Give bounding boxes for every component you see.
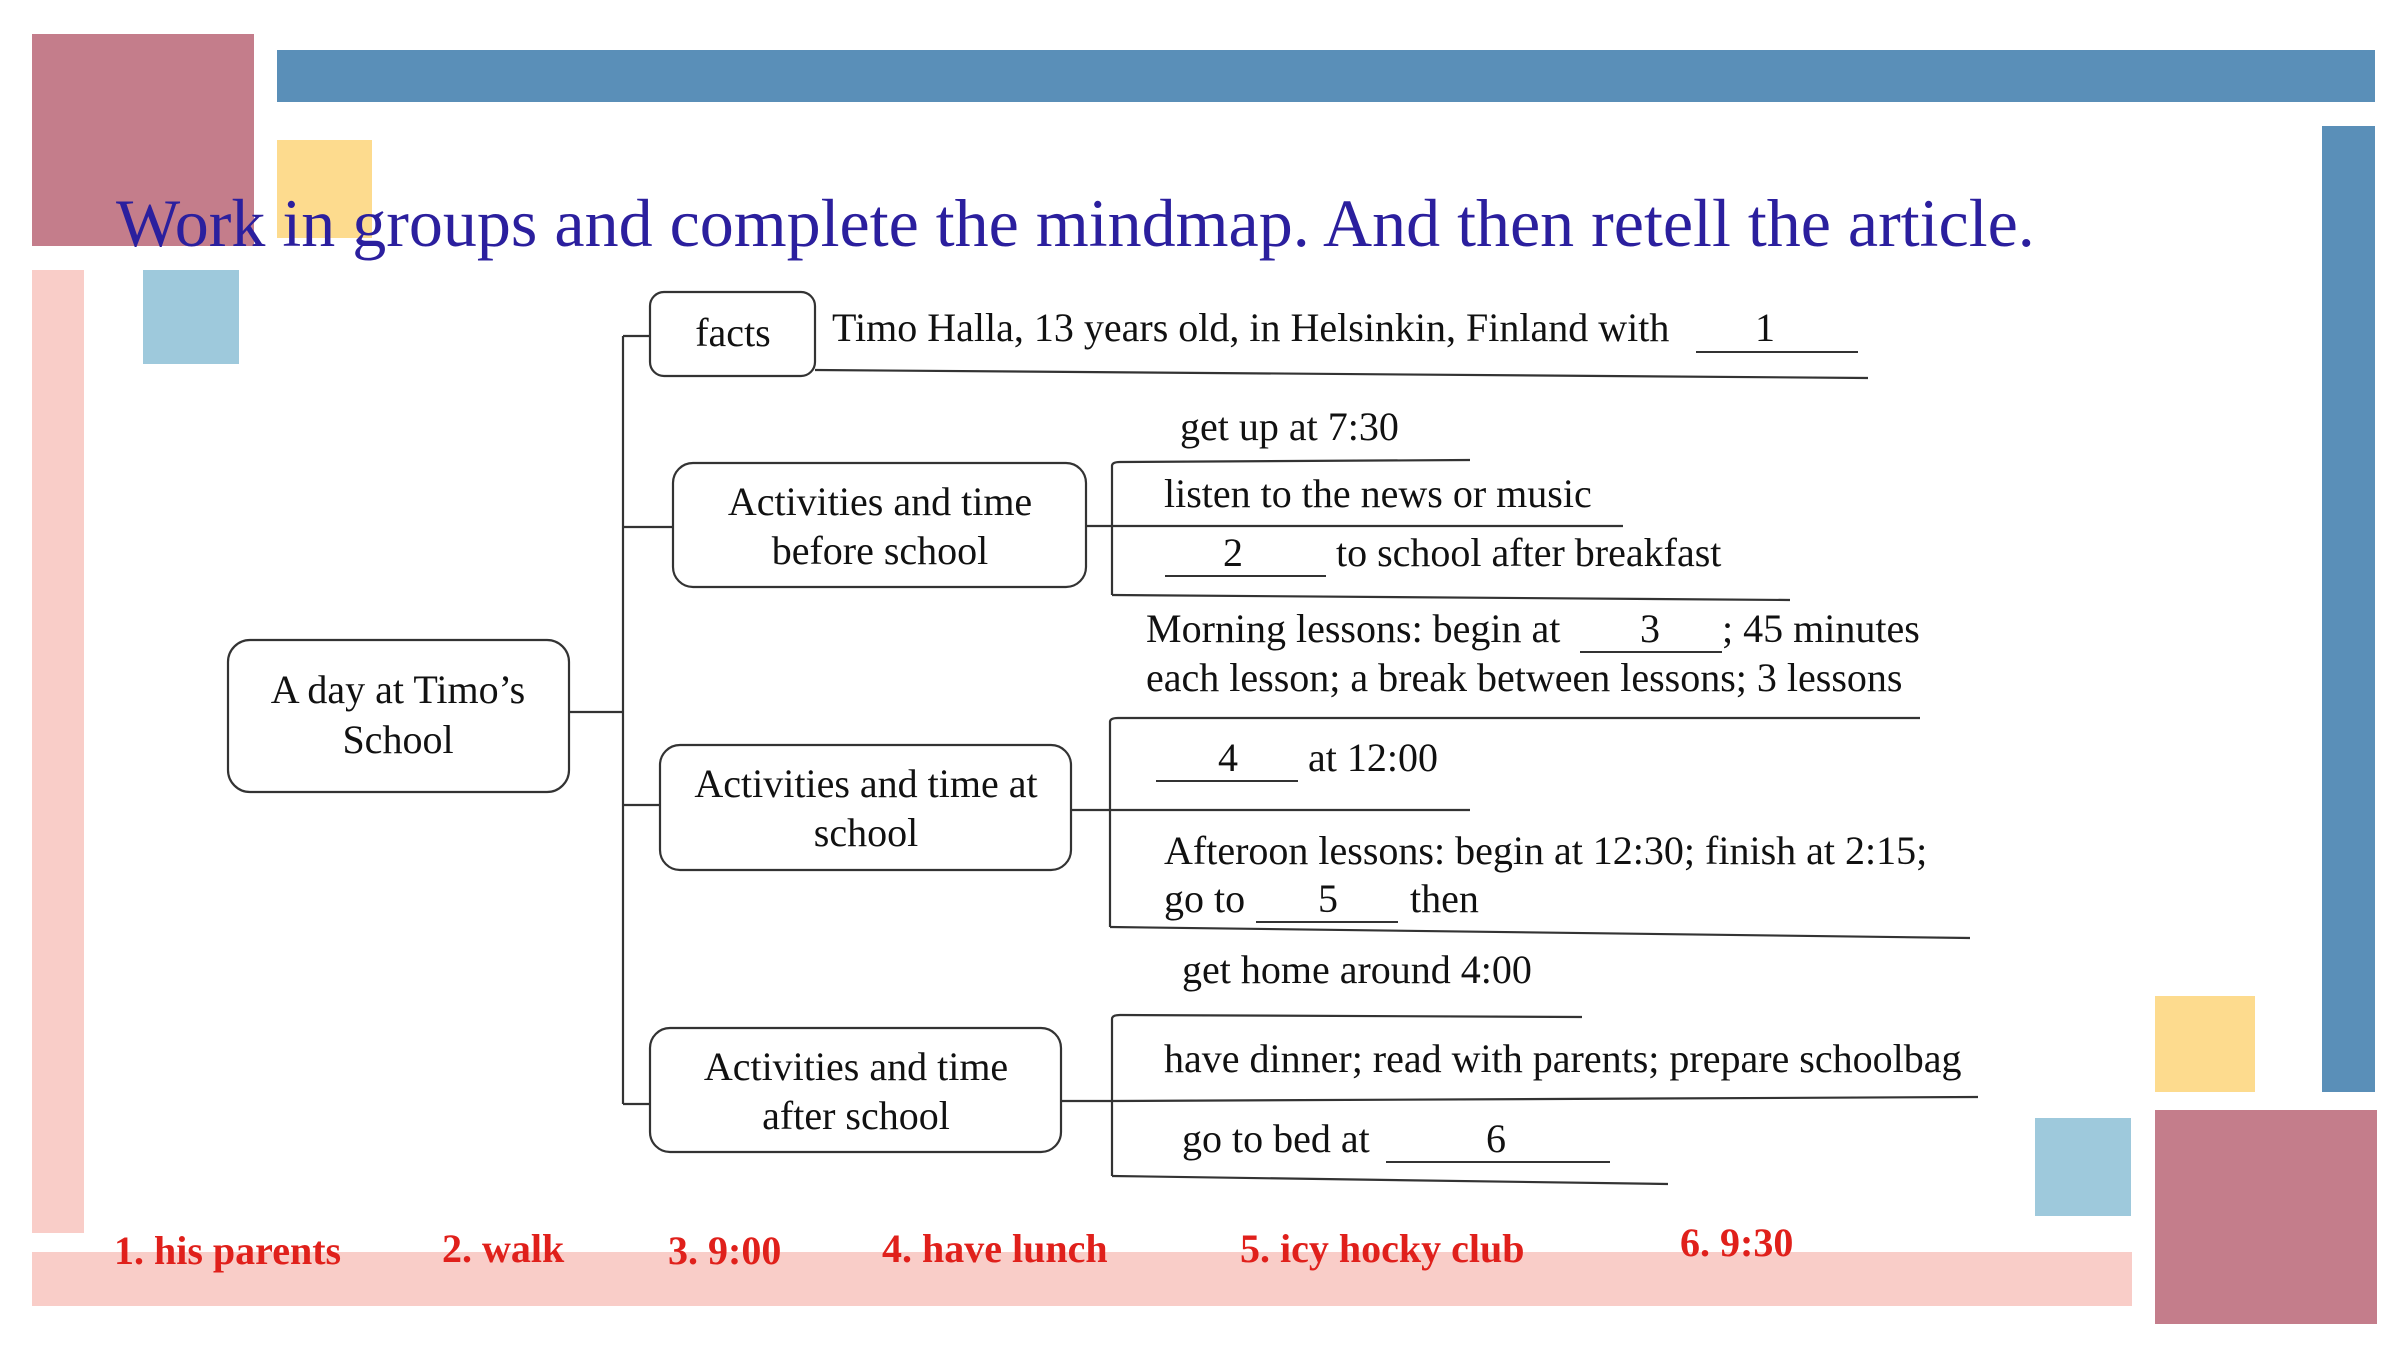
before-detail-1: get up at 7:30 <box>1180 404 1399 449</box>
school-detail-1c: each lesson; a break between lessons; 3 lessons <box>1146 655 1903 700</box>
blank-3: 3 <box>1640 606 1660 651</box>
root-node <box>228 640 569 792</box>
blank-6: 6 <box>1486 1116 1506 1161</box>
root-node-label-line1: A day at Timo’s <box>270 667 526 712</box>
blank-5: 5 <box>1318 876 1338 921</box>
answer-5: 5. icy hocky club <box>1240 1226 1525 1271</box>
school-detail-3c: then <box>1410 876 1479 921</box>
before-school-label-line1: Activities and time <box>727 479 1033 524</box>
answer-4: 4. have lunch <box>882 1226 1108 1271</box>
after-school-label-line1: Activities and time <box>703 1044 1009 1089</box>
before-detail-3: to school after breakfast <box>1336 530 1722 575</box>
at-school-label-line2: school <box>813 810 919 855</box>
answer-2: 2. walk <box>442 1226 565 1271</box>
answer-1: 1. his parents <box>114 1228 342 1273</box>
answer-6: 6. 9:30 <box>1680 1220 1794 1265</box>
facts-node-label: facts <box>695 310 771 355</box>
school-detail-1b: ; 45 minutes <box>1722 606 1920 651</box>
blank-2: 2 <box>1223 530 1243 575</box>
after-school-label-line2: after school <box>762 1093 950 1138</box>
after-detail-2: have dinner; read with parents; prepare schoolbag <box>1164 1036 1962 1081</box>
at-school-label-line1: Activities and time at <box>694 761 1038 806</box>
slide-title: Work in groups and complete the mindmap. And then retell the article. <box>116 185 2035 261</box>
answer-3: 3. 9:00 <box>668 1228 782 1273</box>
school-detail-3b: go to <box>1164 876 1246 921</box>
facts-detail: Timo Halla, 13 years old, in Helsinkin, Finland with <box>832 305 1670 350</box>
blank-1: 1 <box>1755 305 1775 350</box>
blank-4: 4 <box>1218 735 1238 780</box>
school-detail-1a: Morning lessons: begin at <box>1146 606 1561 651</box>
root-node-label-line2: School <box>342 717 454 762</box>
after-detail-3: go to bed at <box>1182 1116 1370 1161</box>
after-detail-1: get home around 4:00 <box>1182 947 1532 992</box>
school-detail-3a: Afteroon lessons: begin at 12:30; finish at 2:15; <box>1164 828 1928 873</box>
before-school-label-line2: before school <box>771 528 989 573</box>
before-detail-2: listen to the news or music <box>1164 471 1592 516</box>
school-detail-2: at 12:00 <box>1308 735 1438 780</box>
